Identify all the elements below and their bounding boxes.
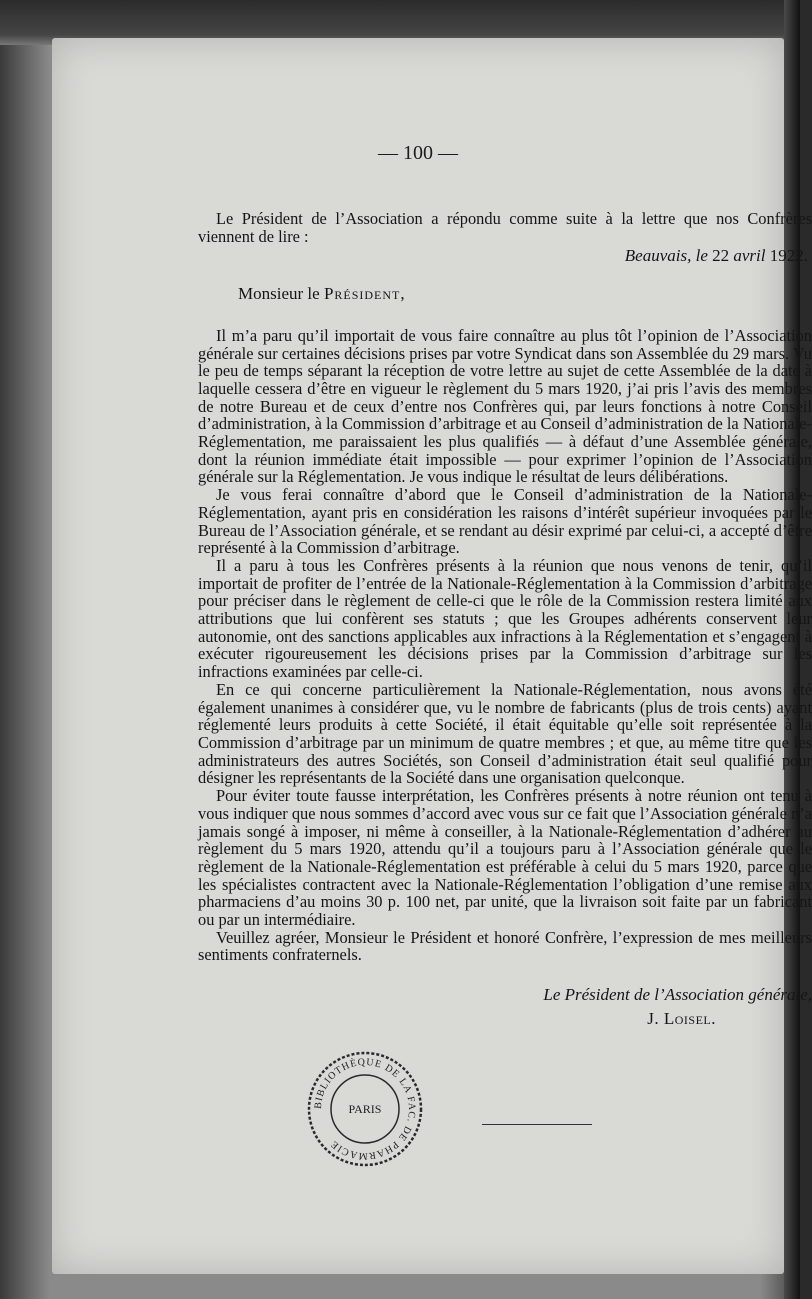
signature-name: J. Loisel. (647, 1008, 716, 1028)
dateline-year: 1922. (769, 246, 808, 266)
library-stamp (306, 1050, 424, 1168)
salutation (238, 285, 812, 303)
signature-title: Le Président de l’Association générale, (543, 985, 812, 1005)
paragraph-4: En ce qui concerne particulièrement la Nationale-Réglementation, nous avons été également unanimes à considérer que, vu le nombre de fabricants (plus de trois cents) ayant réglementé leurs produits à cette Société, il était équitable qu’elle soit représentée à la Commission d’arbitrage par un minimum de quatre membres ; et que, au même titre que les administrateurs des autres Sociétés, son Conseil d’administration était seul qualifié pour désigner les représentants de la Société dans une organisation quelconque. (198, 679, 812, 788)
paragraph-6: Veuillez agréer, Monsieur le Président et honoré Confrère, l’expression de mes meilleurs sentiments confraternels. (198, 927, 812, 965)
stamp-ring-text: BIBLIOTHÈQUE DE LA FAC. DE PHARMACIE (312, 1056, 418, 1162)
letter-body (198, 170, 812, 1028)
stamp-center-text: PARIS (348, 1102, 382, 1116)
dateline-day: 22 (712, 246, 730, 266)
intro-paragraph: Le Président de l’Association a répondu comme suite à la lettre que nos Confrères viennent de lire : (198, 209, 812, 246)
paragraph-3: Il a paru à tous les Confrères présents à la réunion que nous venons de tenir, qu’il importait de profiter de l’entrée de la Nationale-Réglementation à la Commission d’arbitrage pour préciser dans le règlement de celle-ci que le rôle de la Commission restera limité aux attributions que lui confèrent ses statuts ; que les Groupes adhérents conservent leur autonomie, ont des sanctions applicables aux infractions à la Réglementation et s’engagent à exécuter rigoureusement les décisions prises par la Commission d’arbitrage sur les infractions examinées par celle-ci. (198, 555, 812, 682)
dateline-month: avril (733, 246, 766, 266)
signature-rule (482, 1124, 592, 1125)
paragraph-2: Je vous ferai connaître d’abord que le Conseil d’administration de la Nationale-Réglementation, ayant pris en considération les raisons d’intérêt supérieur invoquées par le Bureau de l’Association générale, et se rendant au désir exprimé par celui-ci, a accepté d’être représenté à la Commission d’arbitrage. (198, 485, 812, 558)
dateline (198, 247, 808, 265)
salutation-president: Président, (323, 284, 406, 304)
paragraph-1: Il m’a paru qu’il importait de vous faire connaître au plus tôt l’opinion de l’Association générale sur certaines décisions prises par votre Syndicat dans son Assemblée du 29 mars. Vu le peu de temps séparant la réception de votre lettre au sujet de cette Assemblée de la date à laquelle cessera d’être en vigueur le règlement du 5 mars 1920, j’ai pris l’avis des membres de notre Bureau et de ceux d’entre nos Confrères qui, par leurs fonctions à notre Conseil d’administration, à la Commission d’arbitrage et au Conseil d’administration de la Nationale-Réglementation, me paraissaient les plus qualifiés — à défaut d’une Assemblée générale, dont la réunion immédiate était impossible — pour exprimer l’opinion de l’Association générale sur la Réglementation. Je vous indique le résultat de leurs délibérations. (198, 325, 812, 487)
paragraph-5: Pour éviter toute fausse interprétation, les Confrères présents à notre réunion ont tenu à vous indiquer que nous sommes d’accord avec vous sur ce fait que l’Association générale n’a jamais songé à imposer, ni même à conseiller, à la Nationale-Réglementation d’adhérer au règlement du 5 mars 1920, attendu qu’il a toujours paru à l’Association générale que le règlement de la Nationale-Réglementation est préférable à celui du 5 mars 1920, parce que les spécialistes contractent avec la Nationale-Réglementation l’obligation d’une remise aux pharmaciens d’au moins 30 p. 100 net, par unité, que la livraison soit faite par un fabricant ou par un intermédiaire. (198, 786, 812, 930)
page-number: — 100 — (378, 142, 458, 164)
dateline-le: le (695, 246, 708, 266)
dateline-place: Beauvais, (624, 246, 692, 266)
salutation-monsieur: Monsieur le (238, 284, 320, 304)
